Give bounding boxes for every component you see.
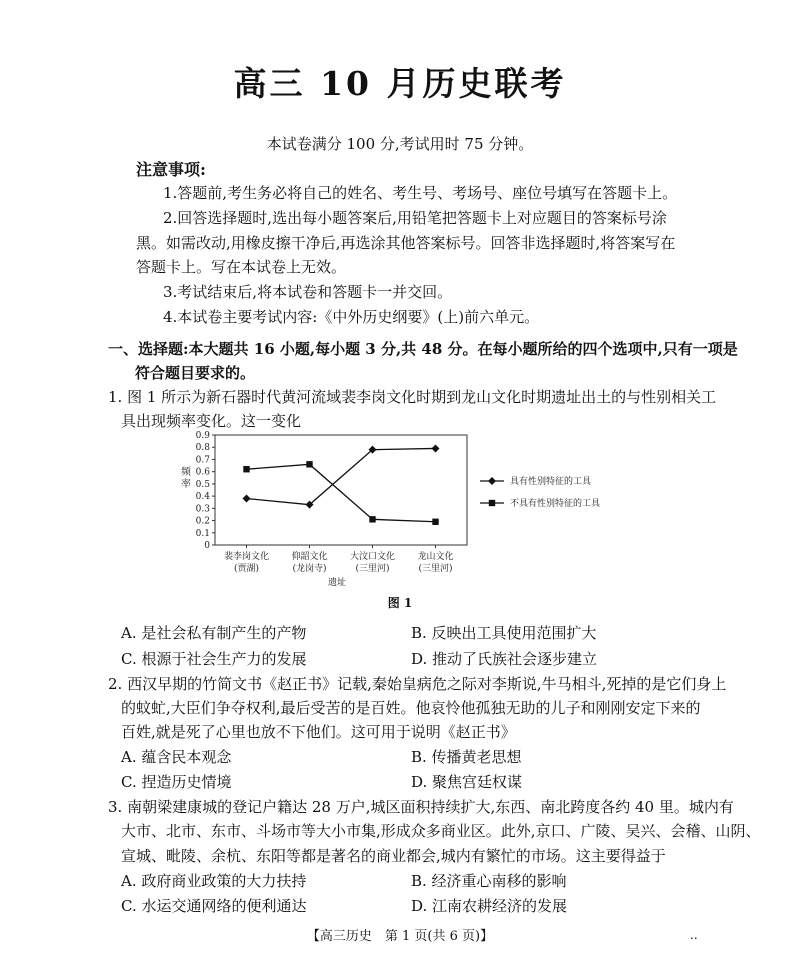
chart-svg [180,427,640,602]
q1-stem-line1: 1. 图 1 所示为新石器时代黄河流域裴李岗文化时期到龙山文化时期遗址出土的与性别相关工 [108,388,717,406]
q3-stem-line2: 大市、北市、东市、斗场市等大小市集,形成众多商业区。此外,京口、广陵、吴兴、会稽、山阴、 [121,822,761,840]
y-tick-label: 0.3 [195,504,210,515]
x-tick-sublabel: (三里河) [355,564,390,574]
y-tick-label: 0.7 [195,455,210,466]
notice-line-6: 4.本试卷主要考试内容:《中外历史纲要》(上)前六单元。 [163,308,540,326]
page-footer: 【高三历史 第 1 页(共 6 页)】 [306,929,494,944]
q3-option-a[interactable]: A. 政府商业政策的大力扶持 [121,872,307,890]
diamond-point [432,444,440,452]
y-tick-label: 0.2 [195,516,210,527]
x-tick-sublabel: (贾湖) [233,564,260,574]
q1-option-d[interactable]: D. 推动了氏族社会逐步建立 [411,650,598,668]
q3-option-d[interactable]: D. 江南农耕经济的发展 [411,897,568,915]
footer-mark: .. [690,928,698,942]
q3-stem-line3: 宣城、毗陵、余杭、东阳等都是著名的商业都会,城内有繁忙的市场。这主要得益于 [121,847,666,865]
x-tick-sublabel: (三里河) [418,564,453,574]
notice-line-3: 黑。如需改动,用橡皮擦干净后,再选涂其他答案标号。回答非选择题时,将答案写在 [136,234,676,252]
square-point [243,466,249,472]
y-axis-label-char: 频 [181,467,191,478]
series-line [247,464,436,521]
section-heading: 一、选择题:本大题共 16 小题,每小题 3 分,共 48 分。在每小题所给的四个选项中,只有一项是 [108,340,738,358]
q2-option-c[interactable]: C. 捏造历史情境 [121,773,232,791]
q2-option-d[interactable]: D. 聚焦宫廷权谋 [411,773,523,791]
legend-label: 不具有性别特征的工具 [510,499,601,509]
q2-option-a[interactable]: A. 蕴含民本观念 [121,748,232,766]
q3-stem-line1: 3. 南朝梁建康城的登记户籍达 28 万户,城区面积持续扩大,东西、南北跨度各约 40 里。城内有 [108,798,734,816]
y-axis-label-char: 率 [181,479,191,490]
square-point [306,461,312,467]
y-tick-label: 0.8 [195,443,210,454]
x-tick-label: 大汶口文化 [349,552,396,562]
x-tick-label: 仰韶文化 [291,552,328,562]
notice-line-5: 3.考试结束后,将本试卷和答题卡一并交回。 [163,283,453,301]
square-point [369,516,375,522]
q1-option-c[interactable]: C. 根源于社会生产力的发展 [121,650,307,668]
y-tick-label: 0.6 [195,467,210,478]
figure-label: 图 1 [387,596,413,610]
x-tick-sublabel: (龙岗寺) [292,564,327,574]
q2-stem-line1: 2. 西汉早期的竹简文书《赵正书》记载,秦始皇病危之际对李斯说,牛马相斗,死掉的是它们身上 [108,675,727,693]
legend-square-icon [489,500,495,506]
x-tick-label: 裴李岗文化 [223,552,270,562]
x-tick-label: 龙山文化 [417,552,454,562]
legend-diamond-icon [488,477,496,485]
frequency-chart [180,427,640,602]
y-tick-label: 0 [204,541,210,551]
notice-line-4: 答题卡上。写在本试卷上无效。 [136,258,347,276]
x-axis-label: 遗址 [327,578,347,588]
q3-option-c[interactable]: C. 水运交通网络的便利通达 [121,897,307,915]
exam-info: 本试卷满分 100 分,考试用时 75 分钟。 [266,135,534,153]
series-line [247,448,436,504]
notice-line-1: 1.答题前,考生务必将自己的姓名、考生号、考场号、座位号填写在答题卡上。 [163,184,678,202]
plot-frame [215,435,467,545]
q2-stem-line2: 的蚊虻,大臣们争夺权利,最后受苦的是百姓。他哀怜他孤独无助的儿子和刚刚安定下来的 [121,699,701,717]
q1-option-a[interactable]: A. 是社会私有制产生的产物 [121,624,307,642]
section-heading-cont: 符合题目要求的。 [135,364,256,382]
q3-option-b[interactable]: B. 经济重心南移的影响 [411,872,567,890]
q1-option-b[interactable]: B. 反映出工具使用范围扩大 [411,624,597,642]
legend-label: 具有性别特征的工具 [510,477,592,487]
y-tick-label: 0.5 [195,479,210,490]
y-tick-label: 0.9 [195,431,210,441]
square-point [432,519,438,525]
y-tick-label: 0.1 [195,528,210,539]
notice-line-2: 2.回答选择题时,选出每小题答案后,用铅笔把答题卡上对应题目的答案标号涂 [163,209,667,227]
page-title: 高三 10 月历史联考 [233,64,567,103]
notice-heading: 注意事项: [136,160,206,179]
q2-option-b[interactable]: B. 传播黄老思想 [411,748,522,766]
diamond-point [243,495,251,503]
q1-stem-line2: 具出现频率变化。这一变化 [121,412,302,430]
q2-stem-line3: 百姓,就是死了心里也放不下他们。这可用于说明《赵正书》 [121,723,516,741]
y-tick-label: 0.4 [195,492,210,503]
